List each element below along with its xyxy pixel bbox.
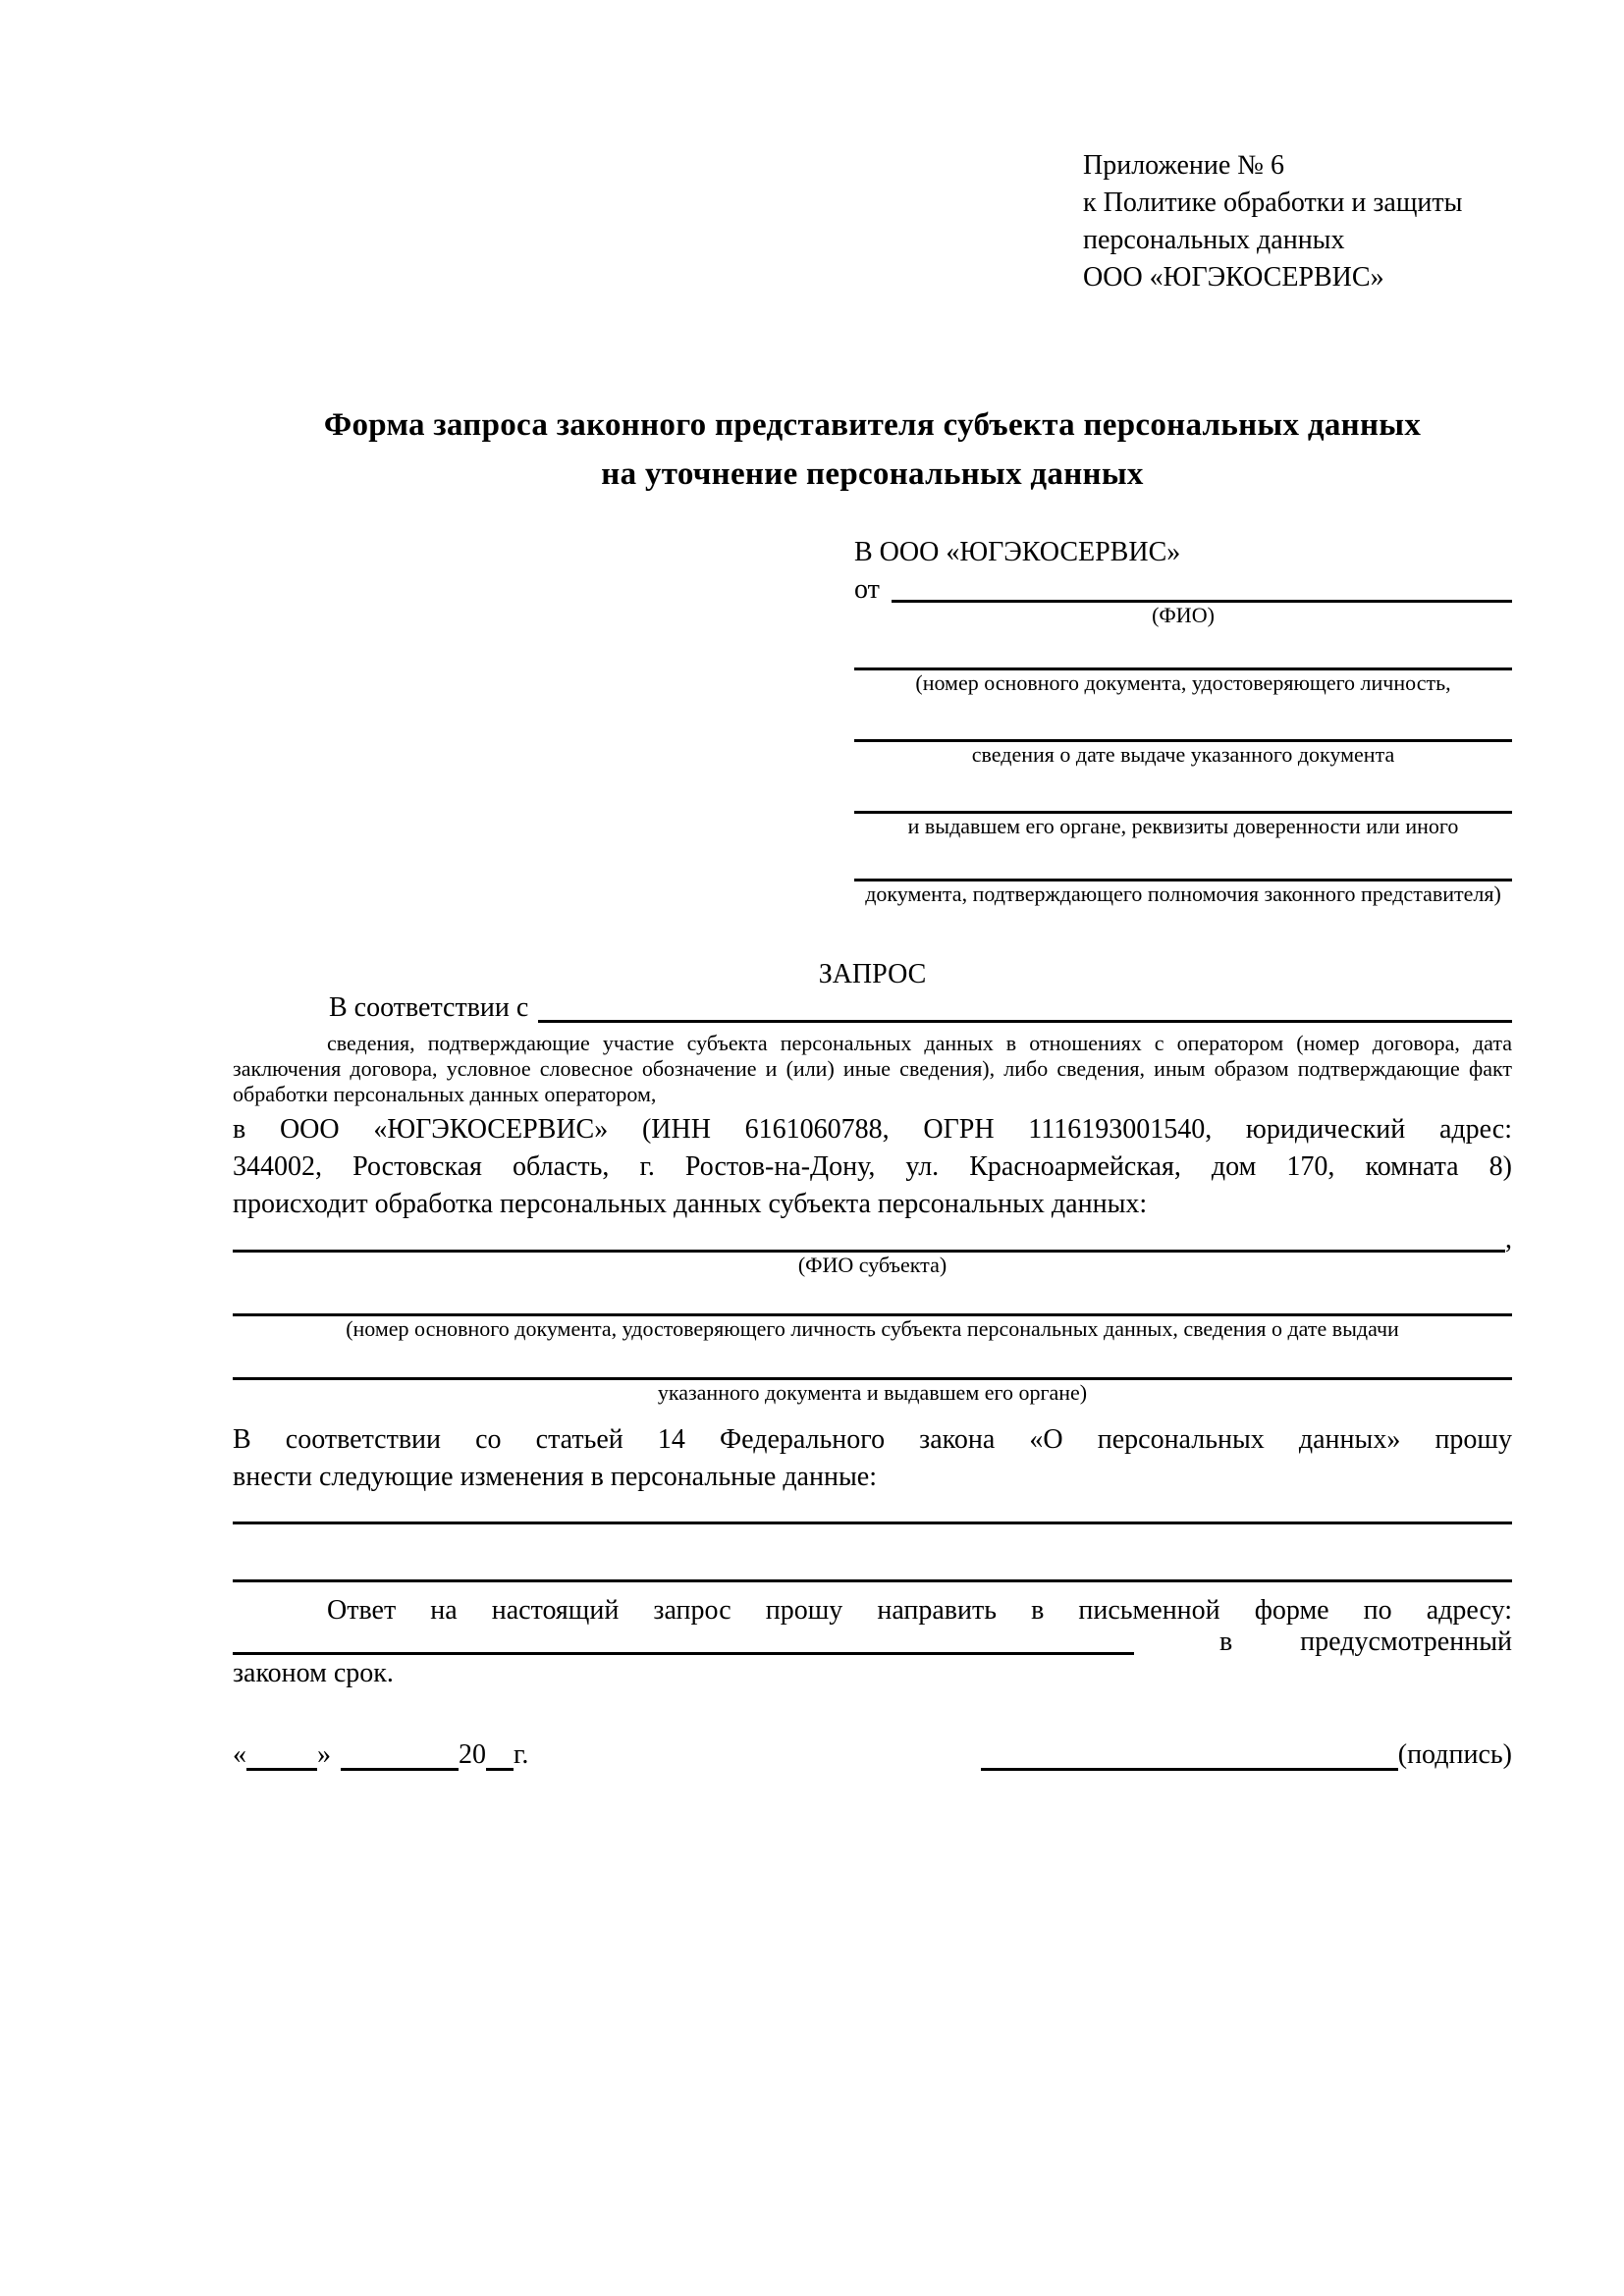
document-title-line2: на уточнение персональных данных: [601, 456, 1144, 492]
document-title-line1: Форма запроса законного представителя субъекта персональных данных: [323, 407, 1422, 443]
answer-address-row: [233, 1629, 1512, 1655]
answer-end: законом срок.: [233, 1658, 394, 1688]
intro-footnote-line: заключения договора, условное словесное обозначение и (или) иные сведения), либо сведения, иным образом подтверждающие факт: [233, 1056, 1512, 1081]
answer-tail: в предусмотренный: [1218, 1627, 1512, 1657]
doc-caption-4: документа, подтверждающего полномочия законного представителя): [865, 881, 1501, 906]
changes-blank-line-1: [233, 1496, 1512, 1524]
intro-footnote-line: обработки персональных данных оператором,: [233, 1082, 657, 1106]
day-blank-line: [246, 1733, 317, 1771]
doc-caption-3: и выдавшем его органе, реквизиты доверенности или иного: [907, 814, 1459, 838]
intro-row: [233, 993, 1512, 1023]
request-heading: ЗАПРОС: [818, 959, 927, 989]
subject-doc-caption-2: указанного документа и выдавшем его органе): [657, 1380, 1088, 1405]
page-content: [233, 0, 1512, 1771]
doc-blank-line-2: [854, 696, 1512, 742]
doc-caption-2: сведения о дате выдаче указанного документа: [971, 742, 1395, 767]
year-prefix: 20: [459, 1739, 486, 1770]
subject-fio-blank-line: [233, 1220, 1505, 1253]
appendix-note: [1083, 147, 1512, 296]
intro-footnote: [233, 1031, 1512, 1107]
subject-doc-blank-line-2: [233, 1342, 1512, 1380]
doc-blank-line-1: [854, 628, 1512, 670]
operator-paragraph-line: происходит обработка персональных данных субъекта персональных данных:: [233, 1189, 1148, 1219]
signature-group: [981, 1735, 1512, 1771]
trailing-comma: ,: [1505, 1224, 1512, 1255]
from-row: [854, 574, 1512, 605]
address-blank-line: [233, 1627, 1134, 1655]
operator-paragraph-line: 344002, Ростовская область, г. Ростов-на-Дону, ул. Красноармейская, дом 170, комната 8): [233, 1151, 1512, 1182]
doc-blank-line-4: [854, 839, 1512, 881]
law-paragraph-line: В соответствии со статьей 14 Федерального закона «О персональных данных» прошу: [233, 1424, 1512, 1455]
signature-caption: (подпись): [1397, 1739, 1512, 1770]
doc-caption-1: (номер основного документа, удостоверяющего личность,: [915, 670, 1451, 695]
signature-blank-line: [981, 1733, 1398, 1771]
law-paragraph: [233, 1421, 1512, 1496]
subject-doc-caption-1: (номер основного документа, удостоверяющего личность субъекта персональных данных, сведения о дате выдачи: [346, 1316, 1399, 1341]
appendix-note-line: к Политике обработки и защиты: [1083, 187, 1463, 218]
date-close-quote: »: [317, 1739, 331, 1770]
document-title: [233, 400, 1512, 499]
appendix-note-line: Приложение № 6: [1083, 150, 1284, 181]
fio-caption: (ФИО): [1152, 603, 1215, 627]
changes-blank-line-2: [233, 1524, 1512, 1582]
answer-paragraph: Ответ на настоящий запрос прошу направить в письменной форме по адресу:: [327, 1595, 1512, 1626]
addressee-organization: В ООО «ЮГЭКОСЕРВИС»: [854, 537, 1181, 567]
operator-paragraph-line: в ООО «ЮГЭКОСЕРВИС» (ИНН 6161060788, ОГРН 1116193001540, юридический адрес:: [233, 1114, 1512, 1145]
doc-blank-line-3: [854, 768, 1512, 814]
intro-footnote-line: сведения, подтверждающие участие субъекта персональных данных в отношениях с оператором (номер договора, дата: [327, 1031, 1512, 1055]
subject-fio-caption: (ФИО субъекта): [797, 1253, 947, 1277]
date-signature-row: [233, 1735, 1512, 1771]
fio-blank-line: [892, 574, 1512, 603]
subject-fio-row: [233, 1223, 1512, 1253]
appendix-note-line: персональных данных: [1083, 225, 1345, 255]
from-label: от: [854, 574, 880, 605]
addressee-block: [854, 534, 1512, 907]
appendix-note-line: ООО «ЮГЭКОСЕРВИС»: [1083, 262, 1384, 293]
intro-label: В соответствии с: [329, 992, 529, 1023]
operator-paragraph: [233, 1111, 1512, 1223]
date-group: [233, 1735, 528, 1771]
year-suffix: г.: [514, 1739, 529, 1770]
subject-doc-blank-line-1: [233, 1278, 1512, 1316]
law-paragraph-line: внести следующие изменения в персональные данные:: [233, 1462, 877, 1492]
month-blank-line: [341, 1733, 459, 1771]
year-blank-line: [486, 1733, 514, 1771]
intro-blank-line: [538, 990, 1512, 1023]
date-open-quote: «: [233, 1739, 246, 1770]
